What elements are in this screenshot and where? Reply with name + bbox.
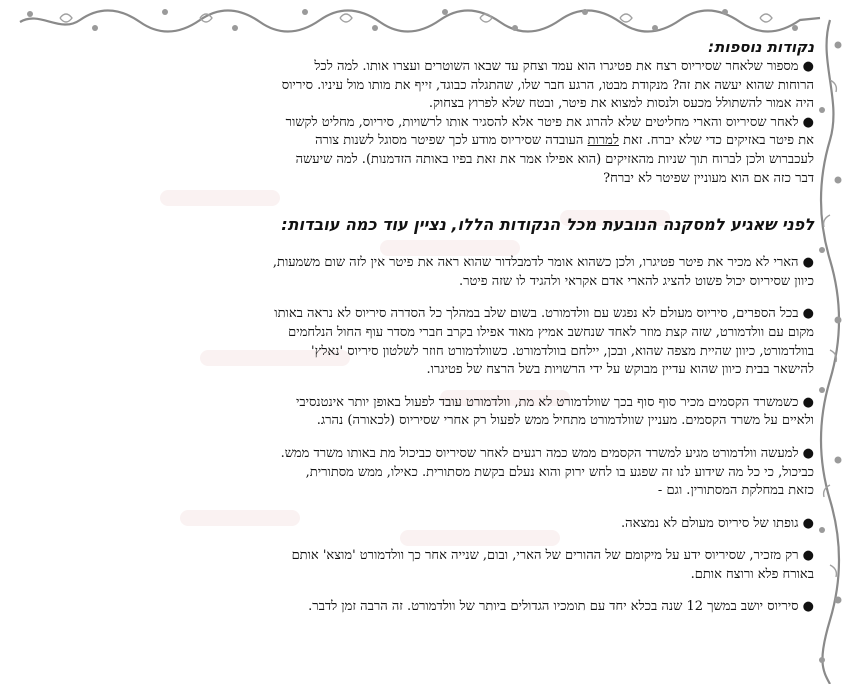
bullet-item: [14, 445, 814, 501]
decorative-top-border: [0, 0, 848, 38]
bullet-item: [14, 598, 814, 617]
text-line: היה אמור להשתולל מכעס ולנסות למצוא את פיטר, ובטח שלא לפרוץ בצחוק.: [428, 96, 814, 112]
text-line: להישאר בבית כיוון שהוא עדיין מבוקש על ידי הרשויות בשל הרצח של פטיגרו.: [426, 362, 814, 378]
section-heading-facts: לפני שאגיע למסקנה הנובעת מכל הנקודות הללו, נציין עוד כמה עובדות:: [281, 215, 814, 235]
text-line: ● מספור שלאחר שסיריוס רצח את פטיגרו הוא עמד וצחק עד שבאו השוטרים ועצרו אותו. למה לכל: [314, 59, 814, 74]
bullet-item: [14, 254, 814, 291]
text-line: ● גופתו של סיריוס מעולם לא נמצאה.: [620, 515, 814, 531]
text-line: לעכברוש ולכן לברוח תוך שניות מהאזיקים (הוא אפילו אמר את זאת בפיו באותה הזדמנות). למה שיעשה: [295, 151, 814, 167]
text-line: דבר כזה אם הוא מעוניין שפיטר לא יברח?: [603, 170, 814, 186]
bullet-item: [14, 547, 814, 584]
bullet-item: [14, 58, 814, 114]
text-line: ● סיריוס יושב במשך 12 שנה בכלא יחד עם תומכיו הגדולים ביותר של וולדמורט. זה הרבה זמן לדבר.: [308, 599, 814, 615]
text-line: מקום עם וולדמורט, שזה קצת מוזר לאחד שנחשב אמיץ מאוד אפילו בקרב חברי מסדר עוף החול הנלחמים: [288, 324, 814, 340]
text-line: כביכול, כי כל מה שידוע לנו זה שפגע בו לחש ירוק והוא נעלם בקשת מסתורית. כאילו, ממש מסתורית,: [305, 464, 814, 480]
text-line: הרוחות שהוא יעשה את זה? מנקודת מבטו, הרגע חבר שלו, שהתגלה כבוגד, זייף את מותו מול עיניו. סיריוס: [281, 77, 814, 93]
decorative-right-vine: [808, 0, 848, 684]
text-line: ולאיים על משרד הקסמים. מעניין שוולדמורט מתחיל ממש לפעול רק אחרי שסיריוס (לכאורה) נהרג.: [316, 413, 814, 429]
section-heading-additional-points: נקודות נוספות:: [708, 38, 814, 56]
text-line: באורח פלא ורוצח אותם.: [690, 566, 814, 582]
text-line: כזאת במחלקת המסתורין. וגם -: [657, 483, 814, 499]
bullet-item: [14, 394, 814, 431]
bullet-item: [14, 305, 814, 379]
text-line: ● בכל הספרים, סיריוס מעולם לא נפגש עם וולדמורט. בשום שלב במהלך כל הסדרה סיריוס לא נראה באותו: [274, 306, 814, 322]
article-content: [14, 36, 814, 617]
text-line: ● למעשה וולדמורט מגיע למשרד הקסמים ממש כמה רגעים לאחר שסיריוס כביכול מת באותו משרד ממש.: [280, 445, 814, 461]
underlined-word: למרות: [587, 133, 619, 149]
text-span: העובדה שסיריוס מודע לכך שפיטר מסוגל לשנות צורה: [315, 133, 588, 149]
text-line: כיוון שסיריוס יכול פשוט להציג להארי אדם אקראי ולהגיד לו שזה פיטר.: [459, 273, 814, 289]
text-line: ● הארי לא מכיר את פיטר פטיגרו, ולכן כשהוא אומר לדמבלדור שהוא ראה את פיטר אין לזה שום משמעות,: [272, 255, 814, 271]
bullet-item: [14, 114, 814, 188]
bullet-item: [14, 515, 814, 534]
text-line: ● כשמשרד הקסמים מכיר סוף סוף בכך שוולדמורט לא מת, וולדמורט עובד לפעול באופן יותר אינטנסיבי: [295, 394, 814, 410]
text-line: ● רק מזכיר, שסיריוס ידע על מיקומם של ההורים של הארי, ובום, שנייה אחר כך וולדמורט 'מוצא' אותם: [291, 548, 814, 564]
text-line: בוולדמורט, כיוון שהיית מצפה שהוא, ובכן, יילחם בוולדמורט. כשוולדמורט חוזר לשלטון סיריוס 'נאלץ': [311, 343, 814, 359]
text-line: [14, 132, 814, 151]
text-line: ● לאחר שסיריוס והארי מחליטים שלא להרוג את פיטר אלא להסגיר אותו לרשויות, סיריוס, מחליט לקשור: [285, 114, 814, 130]
text-span: את פיטר באזיקים כדי שלא יברח. זאת: [618, 133, 814, 149]
